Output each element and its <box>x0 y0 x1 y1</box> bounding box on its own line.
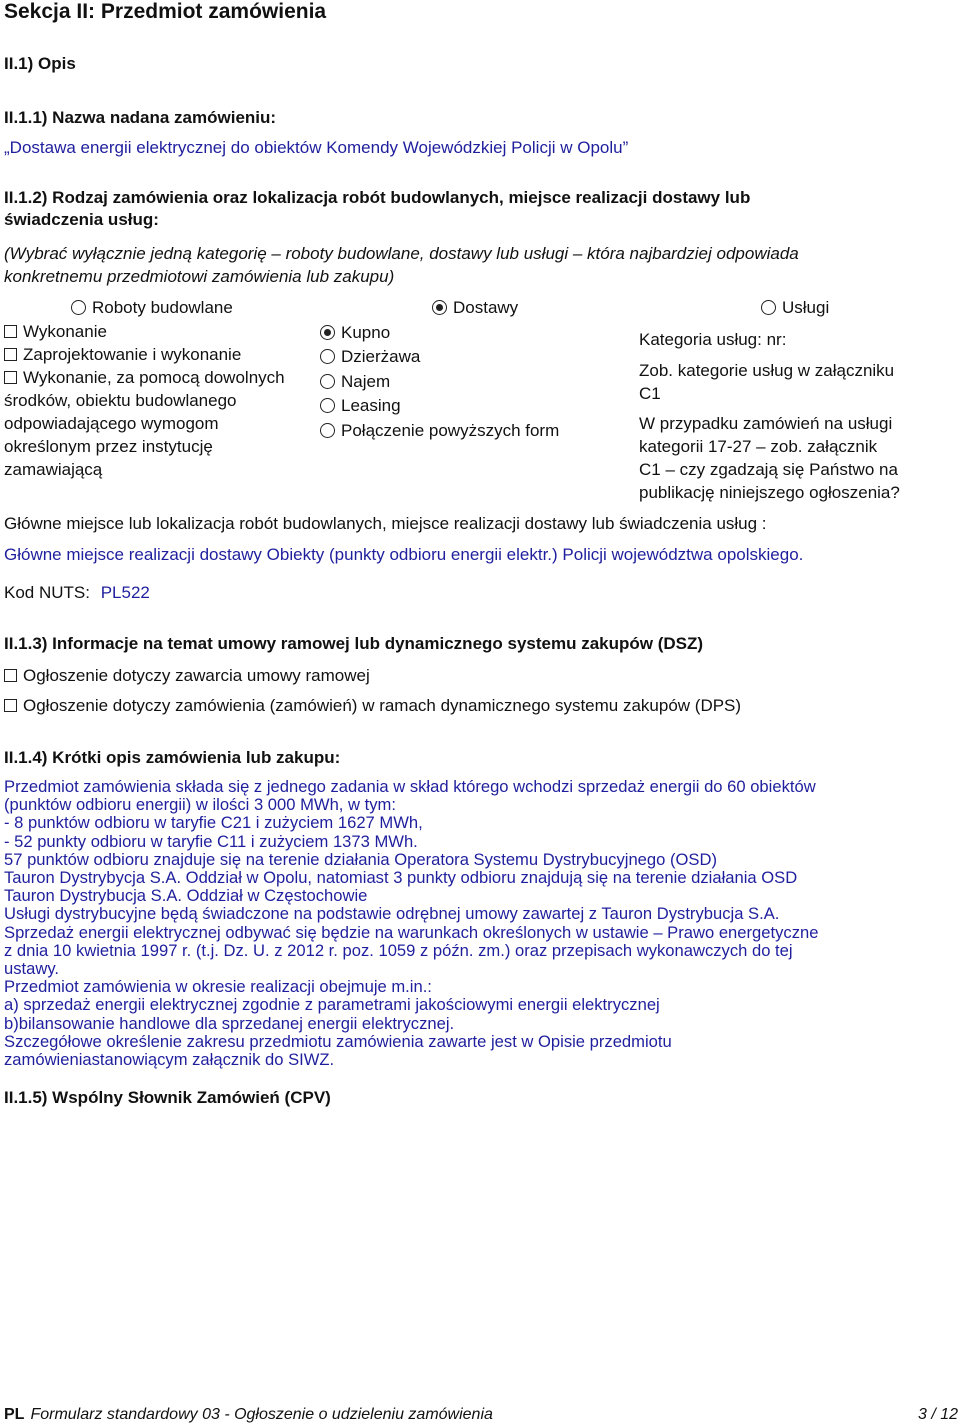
subsection-title-opis: II.1) Opis <box>4 54 76 73</box>
page-footer <box>4 1406 958 1424</box>
nuts-label: Kod NUTS: <box>4 583 90 602</box>
radio-supply-leasing[interactable] <box>320 394 401 417</box>
subsection-title-cpv: II.1.5) Wspólny Słownik Zamówień (CPV) <box>4 1088 331 1107</box>
services-annex-note-cont: C1 <box>639 384 661 403</box>
subsection-title-description: II.1.4) Krótki opis zamówienia lub zakupu: <box>4 748 341 767</box>
radio-empty-icon <box>320 423 335 438</box>
checkbox-icon <box>4 669 17 682</box>
footer-page-number: 3 / 12 <box>917 1406 958 1423</box>
place-label: Główne miejsce lub lokalizacja robót budowlanych, miejsce realizacji dostawy lub świadczenia usług : <box>4 514 767 533</box>
radio-supplies-label: Dostawy <box>453 298 519 317</box>
services-publication-question-cont-1: kategorii 17-27 – zob. załącznik <box>639 437 878 456</box>
description-line: z dnia 10 kwietnia 1997 r. (t.j. Dz. U. z 2012 r. poz. 1059 z późn. zm.) oraz przepisach wykonawczych do tej <box>4 940 793 960</box>
description-line: Tauron Dystrybycja S.A. Oddział w Opolu, natomiast 3 punkty odbioru znajdują się na terenie działania OSD <box>4 868 798 888</box>
checkbox-icon <box>4 699 17 712</box>
contract-name-value: „Dostawa energii elektrycznej do obiektów Komendy Wojewódzkiej Policji w Opolu” <box>4 138 629 157</box>
description-line: Tauron Dystrybucja S.A. Oddział w Częstochowie <box>4 886 368 906</box>
radio-services[interactable] <box>761 296 829 319</box>
checkbox-framework-agreement[interactable] <box>4 664 370 687</box>
radio-empty-icon <box>320 374 335 389</box>
subsection-title-name: II.1.1) Nazwa nadana zamówieniu: <box>4 108 277 127</box>
description-line: a) sprzedaż energii elektrycznej zgodnie z parametrami jakościowymi energii elektrycznej <box>4 995 660 1015</box>
radio-checked-icon <box>320 325 335 340</box>
radio-label: Dzierżawa <box>341 347 421 366</box>
services-annex-note: Zob. kategorie usług w załączniku <box>639 361 895 380</box>
checkbox-label: Zaprojektowanie i wykonanie <box>23 345 242 364</box>
checkbox-icon <box>4 348 17 361</box>
checkbox-label: Wykonanie, za pomocą dowolnych <box>23 368 285 387</box>
place-value: Główne miejsce realizacji dostawy Obiekty (punkty odbioru energii elektr.) Policji województwa opolskiego. <box>4 545 804 564</box>
footer-form-name: Formularz standardowy 03 - Ogłoszenie o udzieleniu zamówienia <box>30 1406 493 1423</box>
description-text <box>4 778 954 1069</box>
checkbox-icon <box>4 325 17 338</box>
works-any-means-cont-2: odpowiadającego wymogom <box>4 414 219 433</box>
radio-supplies[interactable] <box>432 296 518 319</box>
checkbox-label: Ogłoszenie dotyczy zawarcia umowy ramowej <box>23 666 370 685</box>
radio-checked-icon <box>432 300 447 315</box>
checkbox-works-any-means[interactable] <box>4 366 285 389</box>
description-line: Przedmiot zamówienia składa się z jednego zadania w skład którego wchodzi sprzedaż energii do 60 obiektów <box>4 777 816 796</box>
checkbox-works-design-execution[interactable] <box>4 343 241 366</box>
services-publication-question-cont-3: publikację niniejszego ogłoszenia? <box>639 483 900 502</box>
subsection-title-type: II.1.2) Rodzaj zamówienia oraz lokalizacja robót budowlanych, miejsce realizacji dostawy lub <box>4 188 751 207</box>
radio-services-label: Usługi <box>782 298 830 317</box>
type-note-cont: konkretnemu przedmiotowi zamówienia lub zakupu) <box>4 267 395 286</box>
services-publication-question: W przypadku zamówień na usługi <box>639 414 893 433</box>
description-line: - 52 punkty odbioru w taryfie C11 i zużyciem 1373 MWh. <box>4 831 418 851</box>
radio-label: Leasing <box>341 396 401 415</box>
works-any-means-cont-4: zamawiającą <box>4 460 103 479</box>
footer-language: PL <box>4 1406 25 1423</box>
radio-works[interactable] <box>71 296 233 319</box>
description-line: 57 punktów odbioru znajduje się na terenie działania Operatora Systemu Dystrybucyjnego (OSD) <box>4 849 717 869</box>
description-line: Sprzedaż energii elektrycznej odbywać się będzie na warunkach określonych w ustawie – Prawo energetyczne <box>4 922 819 942</box>
works-any-means-cont-1: środków, obiektu budowlanego <box>4 391 237 410</box>
section-title: Sekcja II: Przedmiot zamówienia <box>4 0 327 23</box>
radio-label: Połączenie powyższych form <box>341 421 560 440</box>
description-line: Szczegółowe określenie zakresu przedmiotu zamówienia zawarte jest w Opisie przedmiotu <box>4 1031 672 1051</box>
description-line: b)bilansowanie handlowe dla sprzedanej energii elektrycznej. <box>4 1013 455 1033</box>
radio-supply-combination[interactable] <box>320 419 559 442</box>
works-any-means-cont-3: określonym przez instytucję <box>4 437 213 456</box>
radio-empty-icon <box>761 300 776 315</box>
nuts-value: PL522 <box>100 583 150 602</box>
checkbox-works-execution[interactable] <box>4 320 107 343</box>
radio-works-label: Roboty budowlane <box>92 298 233 317</box>
radio-label: Kupno <box>341 323 391 342</box>
radio-supply-purchase[interactable] <box>320 321 390 344</box>
services-publication-question-cont-2: C1 – czy zgadzają się Państwo na <box>639 460 898 479</box>
checkbox-label: Ogłoszenie dotyczy zamówienia (zamówień) w ramach dynamicznego systemu zakupów (DPS) <box>23 696 742 715</box>
description-line: Przedmiot zamówienia w okresie realizacji obejmuje m.in.: <box>4 977 432 997</box>
radio-empty-icon <box>320 398 335 413</box>
description-line: ustawy. <box>4 959 60 979</box>
subsection-title-type-cont: świadczenia usług: <box>4 210 159 229</box>
checkbox-icon <box>4 371 17 384</box>
services-category-label: Kategoria usług: nr: <box>639 330 787 349</box>
description-line: zamówieniastanowiącym załącznik do SIWZ. <box>4 1050 335 1070</box>
radio-empty-icon <box>320 349 335 364</box>
description-line: (punktów odbioru energii) w ilości 3 000 MWh, w tym: <box>4 795 396 815</box>
checkbox-label: Wykonanie <box>23 322 107 341</box>
radio-supply-rental[interactable] <box>320 370 390 393</box>
subsection-title-dps: II.1.3) Informacje na temat umowy ramowej lub dynamicznego systemu zakupów (DSZ) <box>4 634 704 653</box>
description-line: - 8 punktów odbioru w taryfie C21 i zużyciem 1627 MWh, <box>4 813 423 833</box>
nuts-code <box>4 581 150 604</box>
description-line: Usługi dystrybucyjne będą świadczone na podstawie odrębnej umowy zawartej z Tauron Dystrybucja S.A. <box>4 904 780 924</box>
checkbox-dps[interactable] <box>4 694 741 717</box>
radio-empty-icon <box>71 300 86 315</box>
radio-label: Najem <box>341 372 391 391</box>
type-note: (Wybrać wyłącznie jedną kategorię – roboty budowlane, dostawy lub usługi – która najbardziej odpowiada <box>4 244 799 263</box>
radio-supply-lease[interactable] <box>320 345 420 368</box>
